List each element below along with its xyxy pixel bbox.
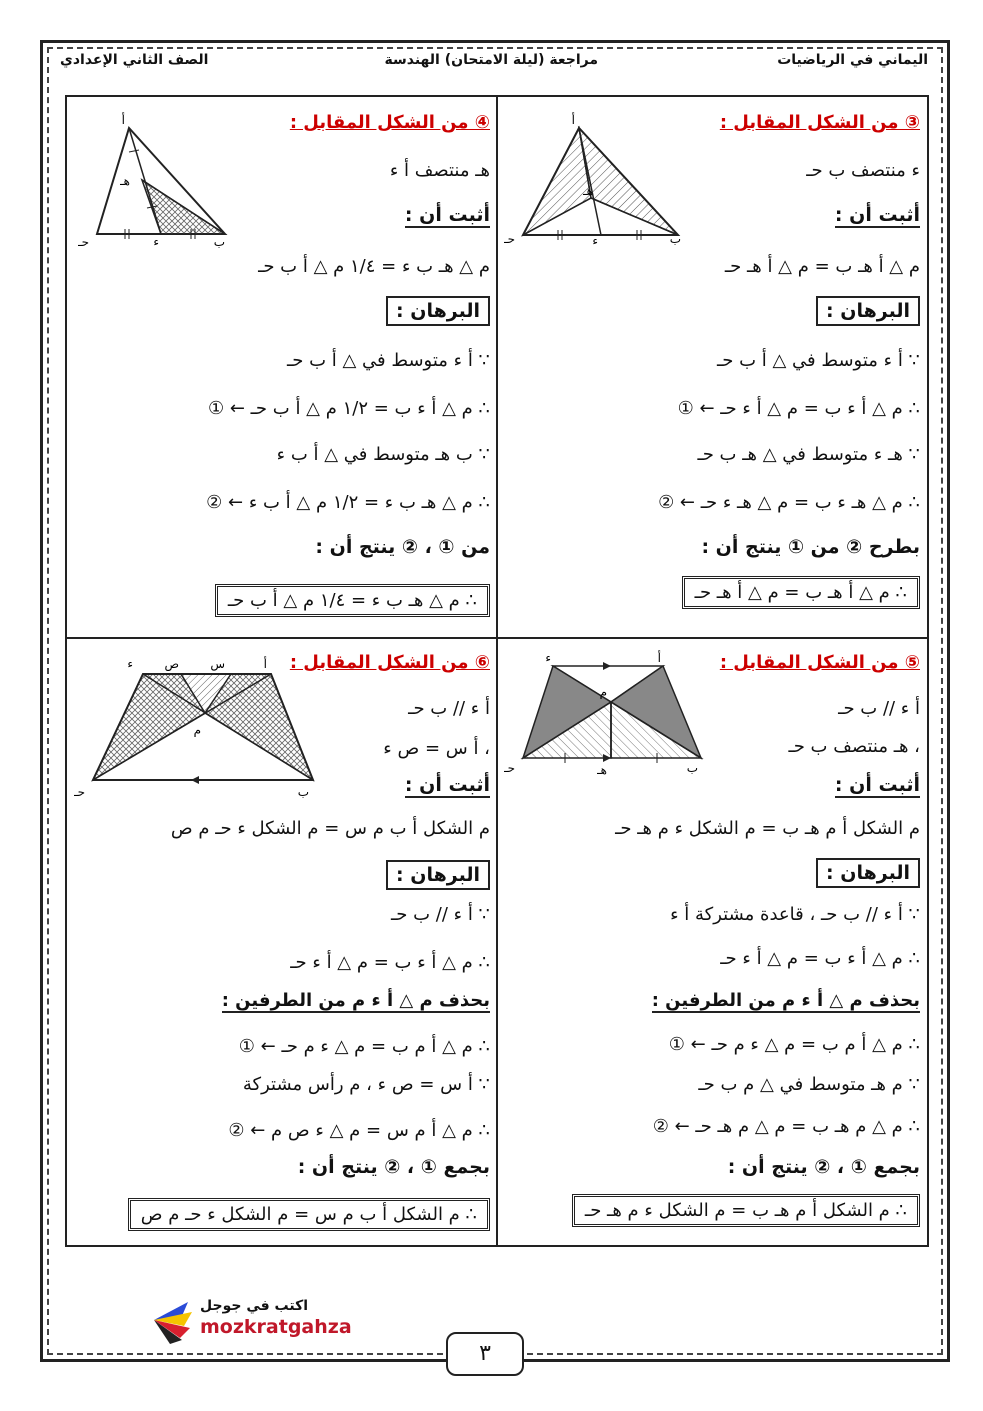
- problem-title: ⑥ من الشكل المقابل :: [289, 652, 490, 673]
- label-a: أ: [571, 113, 575, 127]
- prove-label: أثبت أن :: [404, 204, 490, 226]
- problem-3: [505, 100, 920, 630]
- proof-line-5: ∵ م هـ متوسط في △ م ب حـ: [698, 1074, 920, 1095]
- result-box: ∴ م الشكل أ م هـ ب = م الشكل ء م هـ حـ: [572, 1194, 920, 1227]
- proof-line-6: ∴ م △ أ م س = م △ ء ص م ← ②: [228, 1120, 490, 1141]
- proof-line-2: ∴ م △ أ ء ب = م △ أ ء حـ: [290, 952, 490, 973]
- label-b: ب: [297, 785, 309, 799]
- label-c: حـ: [504, 232, 515, 246]
- label-d: ء: [127, 657, 133, 671]
- q5-figure: [504, 650, 713, 780]
- proof-line-2: ∴ م △ أ ء ب = ١/٢ م △ أ ب حـ ← ①: [208, 398, 490, 419]
- label-c: حـ: [74, 785, 85, 799]
- label-a: أ: [657, 651, 661, 665]
- grid-divider-horizontal: [65, 637, 929, 639]
- label-b: ب: [669, 232, 681, 246]
- proof-line-3: بحذف م △ أ ء م من الطرفين :: [221, 990, 490, 1011]
- problem-5: [505, 642, 920, 1242]
- proof-line-4: ∴ م △ هـ ء ب = م △ هـ ء حـ ← ②: [658, 492, 920, 513]
- prove-label: أثبت أن :: [834, 204, 920, 226]
- logo-tagline: اكتب في جوجل: [200, 1298, 309, 1314]
- proof-line-5: ∵ أ س = ص ء ، م رأس مشتركة: [242, 1074, 490, 1095]
- prove-statement: م △ أ هـ ب = م △ أ هـ حـ: [724, 256, 920, 277]
- prove-statement: م الشكل أ م هـ ب = م الشكل ء م هـ حـ: [615, 818, 920, 839]
- proof-line-7: بجمع ① ، ② ينتج أن :: [727, 1156, 920, 1178]
- prove-statement: م الشكل أ ب م س = م الشكل ء حـ م ص: [170, 818, 490, 839]
- given-statement-1: أ ء // ب حـ: [838, 698, 920, 719]
- page-header: [60, 52, 928, 74]
- label-p: ص: [164, 657, 179, 671]
- brand-logo: [152, 1298, 352, 1348]
- proof-label: البرهان :: [386, 296, 490, 326]
- proof-line-7: بجمع ① ، ② ينتج أن :: [297, 1156, 490, 1178]
- author-label: اليماني في الرياضيات: [777, 52, 928, 68]
- given-statement-2: ، هـ منتصف ب حـ: [788, 736, 920, 757]
- label-b: ب: [213, 235, 225, 249]
- label-m: م: [599, 685, 607, 699]
- proof-line-2: ∴ م △ أ ء ب = م △ أ ء حـ: [720, 948, 920, 969]
- label-d: ء: [592, 234, 598, 248]
- given-statement-2: ، أ س = ص ء: [383, 738, 490, 759]
- label-d: ء: [545, 651, 551, 665]
- proof-line-3: ∵ ب هـ متوسط في △ أ ب ء: [276, 444, 490, 465]
- proof-label: البرهان :: [386, 860, 490, 890]
- logo-icon: [152, 1298, 198, 1344]
- proof-line-4: ∴ م △ أ م ب = م △ ء م حـ ← ①: [238, 1036, 490, 1057]
- result-box: ∴ م △ أ هـ ب = م △ أ هـ حـ: [682, 576, 920, 609]
- subject-label: مراجعة (ليلة الامتحان) الهندسة: [384, 52, 598, 68]
- problem-title: ④ من الشكل المقابل :: [289, 112, 490, 133]
- label-d: ء: [153, 235, 159, 249]
- problem-title: ③ من الشكل المقابل :: [719, 112, 920, 133]
- proof-line-6: ∴ م △ م هـ ب = م △ م هـ حـ ← ②: [652, 1116, 920, 1137]
- proof-line-1: ∵ أ ء // ب حـ: [391, 904, 490, 925]
- problem-6: [75, 642, 490, 1242]
- grid-divider-vertical: [496, 95, 498, 1247]
- label-a: أ: [121, 113, 125, 127]
- proof-line-5: من ① ، ② ينتج أن :: [315, 536, 490, 558]
- label-e: هـ: [120, 174, 130, 188]
- proof-line-1: ∵ أ ء متوسط في △ أ ب حـ: [286, 350, 490, 371]
- prove-label: أثبت أن :: [404, 774, 490, 796]
- given-statement-1: أ ء // ب حـ: [408, 698, 490, 719]
- grade-label: الصف الثاني الإعدادي: [60, 52, 209, 68]
- logo-brand: mozkratgahza: [200, 1316, 352, 1338]
- label-e: هـ: [583, 184, 593, 198]
- proof-line-4: ∴ م △ هـ ب ء = ١/٢ م △ أ ب ء ← ②: [206, 492, 490, 513]
- label-s: س: [210, 657, 225, 671]
- prove-label: أثبت أن :: [834, 774, 920, 796]
- label-c: حـ: [78, 235, 89, 249]
- proof-label: البرهان :: [816, 858, 920, 888]
- result-box: ∴ م △ هـ ب ء = ١/٤ م △ أ ب حـ: [215, 584, 490, 617]
- label-a: أ: [263, 657, 267, 671]
- page-number: ٣: [446, 1332, 524, 1376]
- prove-statement: م △ هـ ب ء = ١/٤ م △ أ ب حـ: [258, 256, 490, 277]
- proof-line-4: ∴ م △ أ م ب = م △ ء م حـ ← ①: [668, 1034, 920, 1055]
- label-b: ب: [686, 761, 698, 775]
- proof-line-5: بطرح ② من ① ينتج أن :: [701, 536, 920, 558]
- proof-line-1: ∵ أ ء // ب حـ ، قاعدة مشتركة أ ء: [670, 904, 920, 925]
- proof-line-3: ∵ هـ ء متوسط في △ هـ ب حـ: [697, 444, 920, 465]
- result-box: ∴ م الشكل أ ب م س = م الشكل ء حـ م ص: [128, 1198, 490, 1231]
- label-m: م: [193, 723, 201, 737]
- proof-line-2: ∴ م △ أ ء ب = م △ أ ء حـ ← ①: [677, 398, 920, 419]
- given-statement: هـ منتصف أ ء: [389, 160, 490, 181]
- problem-4: [75, 100, 490, 630]
- q3-figure: [504, 110, 688, 248]
- q6-figure: [74, 650, 311, 799]
- proof-line-1: ∵ أ ء متوسط في △ أ ب حـ: [716, 350, 920, 371]
- proof-line-3: بحذف م △ أ ء م من الطرفين :: [651, 990, 920, 1011]
- given-statement: ء منتصف ب حـ: [806, 160, 920, 181]
- label-c: حـ: [504, 761, 515, 775]
- problem-title: ⑤ من الشكل المقابل :: [719, 652, 920, 673]
- proof-label: البرهان :: [816, 296, 920, 326]
- label-e: هـ: [597, 763, 607, 777]
- q4-figure: [78, 110, 235, 249]
